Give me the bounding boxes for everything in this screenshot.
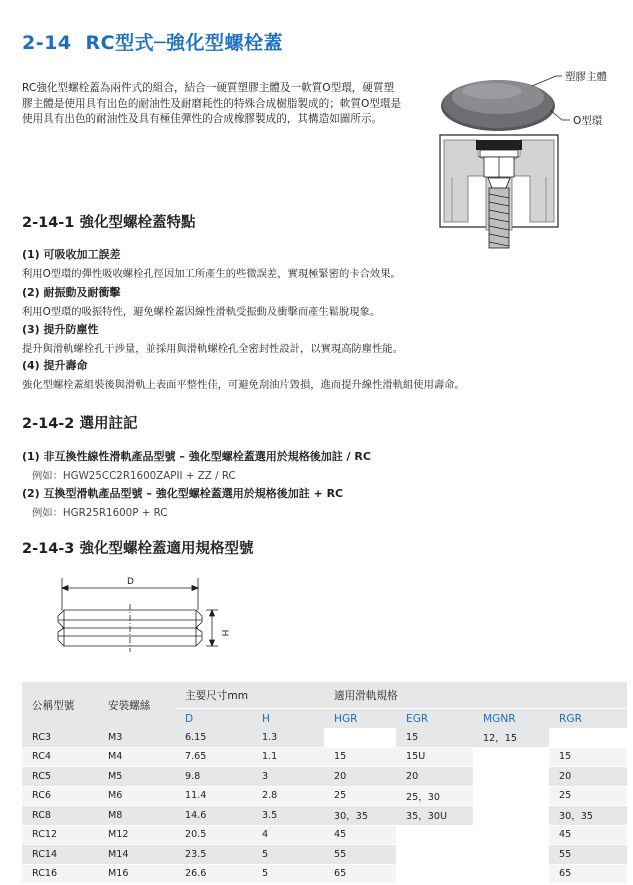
- header-model: 公稱型號: [22, 682, 98, 728]
- cell-egr: 15U: [396, 747, 473, 767]
- cell-egr: [396, 845, 473, 865]
- cell-model: RC12: [22, 825, 98, 845]
- feature-title: (2) 耐振動及耐衝擊: [22, 286, 121, 299]
- cell-screw: M4: [98, 747, 175, 767]
- models-heading: 2-14-3 強化型螺栓蓋適用規格型號: [22, 541, 254, 557]
- header-h: H: [252, 709, 324, 729]
- feature-desc: 強化型螺栓蓋組裝後與滑軌上表面平整性佳，可避免刮油片毀損，進而提升線性滑軌組使用壽命。: [22, 379, 465, 391]
- cell-mgnr: [473, 747, 549, 767]
- cell-d: 7.65: [175, 747, 252, 767]
- cell-d: 6.15: [175, 728, 252, 747]
- cell-screw: M6: [98, 786, 175, 806]
- table-row: [22, 747, 627, 767]
- cell-hgr: 15: [324, 747, 396, 767]
- table-row: [22, 845, 627, 865]
- header-rails: 適用滑軌規格: [324, 682, 627, 709]
- cell-screw: M8: [98, 806, 175, 826]
- cell-h: 3.5: [252, 806, 324, 826]
- cell-screw: M14: [98, 845, 175, 865]
- section-title: RC型式─強化型螺栓蓋: [85, 32, 284, 54]
- cell-d: 14.6: [175, 806, 252, 826]
- cell-d: 20.5: [175, 825, 252, 845]
- cell-hgr: 45: [324, 825, 396, 845]
- cell-mgnr: [473, 825, 549, 845]
- cell-hgr: [324, 728, 396, 747]
- bolt-cap-dimension-drawing: [50, 574, 240, 664]
- dimension-label-d: D: [127, 577, 134, 587]
- cell-model: RC16: [22, 864, 98, 884]
- cell-screw: M5: [98, 767, 175, 787]
- cell-egr: [396, 864, 473, 884]
- header-hgr: HGR: [324, 709, 396, 729]
- cell-model: RC4: [22, 747, 98, 767]
- bolt-cap-illustration: [441, 80, 555, 131]
- label-o-ring: O型環: [573, 115, 603, 127]
- feature-desc: 提升與滑軌螺栓孔干涉量，並採用與滑軌螺栓孔全密封性設計，以實現高防塵性能。: [22, 343, 403, 355]
- cell-hgr: 20: [324, 767, 396, 787]
- bolt-cap-cross-section: [440, 135, 558, 248]
- cell-h: 2.8: [252, 786, 324, 806]
- cell-model: RC3: [22, 728, 98, 747]
- cell-d: 23.5: [175, 845, 252, 865]
- cell-screw: M3: [98, 728, 175, 747]
- cell-rgr: 65: [549, 864, 627, 884]
- cell-rgr: [549, 728, 627, 747]
- dimension-label-h: H: [219, 629, 229, 637]
- header-screw: 安裝螺絲: [98, 682, 175, 728]
- cell-h: 5: [252, 845, 324, 865]
- note-title: (1) 非互換性線性滑軌產品型號 – 強化型螺栓蓋選用於規格後加註 / RC: [22, 450, 371, 463]
- cell-egr: [396, 825, 473, 845]
- cell-hgr: 55: [324, 845, 396, 865]
- cell-rgr: 45: [549, 825, 627, 845]
- cell-mgnr: [473, 786, 549, 806]
- cell-rgr: 25: [549, 786, 627, 806]
- cell-model: RC14: [22, 845, 98, 865]
- cell-hgr: 30，35: [324, 806, 396, 826]
- cell-screw: M16: [98, 864, 175, 884]
- table-row: [22, 728, 627, 747]
- cell-model: RC8: [22, 806, 98, 826]
- feature-desc: 利用O型環的彈性吸收螺栓孔徑因加工所產生的些微誤差，實現極緊密的卡合效果。: [22, 268, 401, 280]
- note-example: 例如：HGR25R1600P + RC: [32, 507, 168, 519]
- cell-h: 3: [252, 767, 324, 787]
- header-dimensions: 主要尺寸mm: [175, 682, 324, 709]
- cell-hgr: 25: [324, 786, 396, 806]
- cell-rgr: 30，35: [549, 806, 627, 826]
- table-row: [22, 806, 627, 826]
- table-row: [22, 786, 627, 806]
- cell-mgnr: [473, 767, 549, 787]
- page-title: [22, 28, 283, 55]
- cell-d: 11.4: [175, 786, 252, 806]
- cell-mgnr: 12，15: [473, 728, 549, 747]
- note-title: (2) 互換型滑軌產品型號 – 強化型螺栓蓋選用於規格後加註 + RC: [22, 487, 344, 500]
- cell-h: 1.1: [252, 747, 324, 767]
- table-row: [22, 767, 627, 787]
- spec-table: [22, 682, 627, 884]
- table-row: [22, 864, 627, 884]
- cell-hgr: 65: [324, 864, 396, 884]
- cell-mgnr: [473, 845, 549, 865]
- cell-rgr: 15: [549, 747, 627, 767]
- feature-title: (3) 提升防塵性: [22, 323, 99, 336]
- cell-screw: M12: [98, 825, 175, 845]
- cell-d: 26.6: [175, 864, 252, 884]
- cell-h: 5: [252, 864, 324, 884]
- header-rgr: RGR: [549, 709, 627, 729]
- cell-egr: 15: [396, 728, 473, 747]
- table-header-row: [22, 682, 627, 709]
- cell-rgr: 20: [549, 767, 627, 787]
- cell-mgnr: [473, 806, 549, 826]
- bolt-cap-structure-diagram: [432, 60, 627, 260]
- feature-desc: 利用O型環的吸振特性，避免螺栓蓋因線性滑軌受振動及衝擊而產生鬆脫現象。: [22, 306, 381, 318]
- feature-title: (4) 提升壽命: [22, 359, 88, 372]
- note-example: 例如：HGW25CC2R1600ZAPII + ZZ / RC: [32, 470, 236, 482]
- cell-egr: 25，30: [396, 786, 473, 806]
- header-egr: EGR: [396, 709, 473, 729]
- features-heading: 2-14-1 強化型螺栓蓋特點: [22, 215, 196, 231]
- table-row: [22, 825, 627, 845]
- notes-heading: 2-14-2 選用註記: [22, 416, 138, 432]
- feature-title: (1) 可吸收加工誤差: [22, 248, 121, 261]
- cell-mgnr: [473, 864, 549, 884]
- label-plastic-body: 塑膠主體: [565, 71, 607, 83]
- section-number: 2-14: [22, 32, 72, 54]
- intro-paragraph: RC強化型螺栓蓋為兩件式的組合，結合一硬質塑膠主體及一軟質O型環，硬質塑膠主體是使用具有出色的耐油性及耐磨耗性的特殊合成樹脂製成的；軟質O型環是使用具有出色的耐油性及具有極佳彈性的合成橡膠製成的，其構造如圖所示。: [22, 82, 402, 125]
- cell-h: 4: [252, 825, 324, 845]
- cell-egr: 35，30U: [396, 806, 473, 826]
- header-d: D: [175, 709, 252, 729]
- cell-rgr: 55: [549, 845, 627, 865]
- cell-d: 9.8: [175, 767, 252, 787]
- header-mgnr: MGNR: [473, 709, 549, 729]
- cell-egr: 20: [396, 767, 473, 787]
- cell-model: RC6: [22, 786, 98, 806]
- cell-model: RC5: [22, 767, 98, 787]
- cell-h: 1.3: [252, 728, 324, 747]
